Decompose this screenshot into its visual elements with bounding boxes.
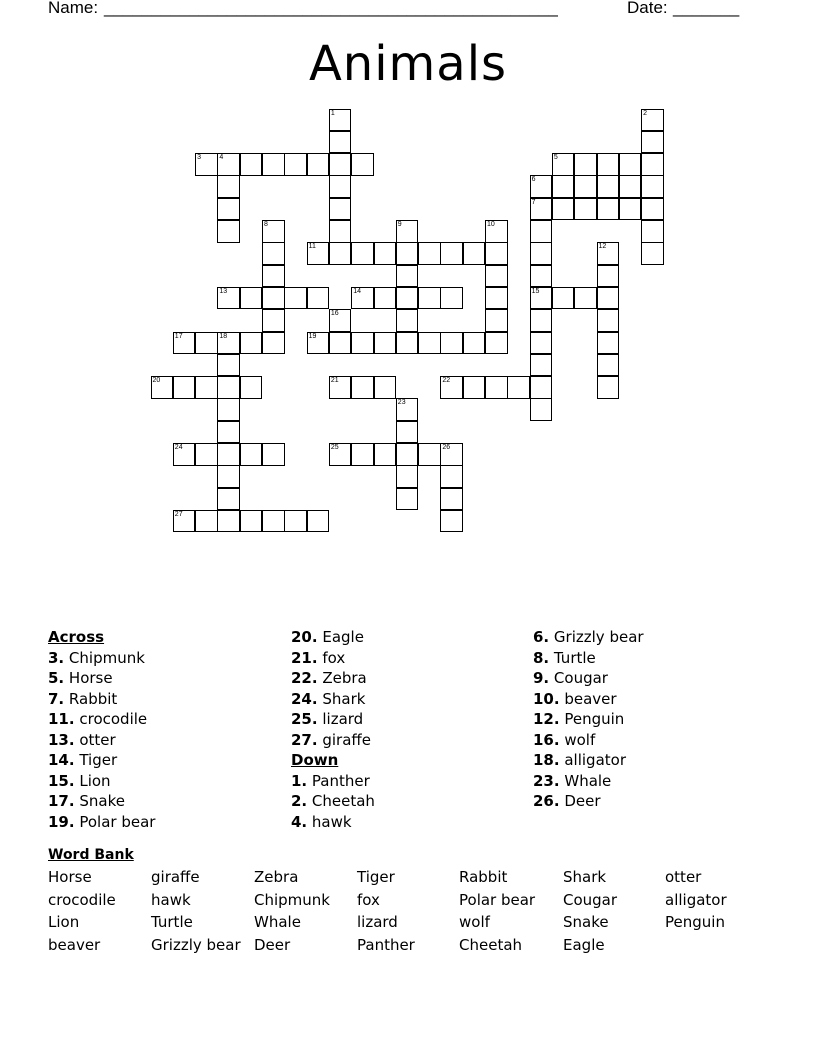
crossword-cell[interactable] xyxy=(329,153,352,176)
crossword-cell[interactable] xyxy=(485,376,508,399)
crossword-cell[interactable] xyxy=(530,354,553,377)
word-bank-title: Word Bank xyxy=(48,847,134,863)
clue-item-text: Zebra xyxy=(322,669,367,687)
crossword-cell[interactable] xyxy=(440,510,463,533)
crossword-cell[interactable] xyxy=(396,287,419,310)
crossword-cell[interactable] xyxy=(329,242,352,265)
clue-item-text: wolf xyxy=(564,730,596,749)
word-bank-item: Chipmunk xyxy=(254,890,330,909)
crossword-cell[interactable] xyxy=(151,376,174,399)
crossword-cell[interactable] xyxy=(217,465,240,488)
word-bank-item: fox xyxy=(357,890,380,909)
clue-column-1 xyxy=(48,627,155,832)
clue-item-number: 24. xyxy=(291,689,318,708)
word-bank-item: Deer xyxy=(254,935,291,954)
clue-item-text: otter xyxy=(79,730,116,749)
crossword-cell[interactable] xyxy=(530,376,553,399)
clue-item xyxy=(533,750,644,771)
crossword-cell[interactable] xyxy=(217,443,240,466)
clue-item-text: beaver xyxy=(564,689,617,708)
clue-item-number: 2. xyxy=(291,792,308,810)
crossword-cell[interactable] xyxy=(485,332,508,355)
clue-item xyxy=(48,648,155,669)
crossword-cell[interactable] xyxy=(262,287,285,310)
word-bank-item: wolf xyxy=(459,913,490,932)
clue-item xyxy=(48,730,155,751)
crossword-cell[interactable] xyxy=(329,131,352,154)
crossword-cell[interactable] xyxy=(195,332,218,355)
crossword-cell[interactable] xyxy=(240,332,263,355)
clue-number: 3 xyxy=(197,154,201,162)
crossword-cell[interactable] xyxy=(217,175,240,198)
clue-item-number: 7. xyxy=(48,689,65,708)
crossword-cell[interactable] xyxy=(597,198,620,221)
crossword-cell[interactable] xyxy=(530,242,553,265)
clue-item-number: 27. xyxy=(291,730,318,749)
clue-item xyxy=(291,791,375,812)
clue-item-number: 25. xyxy=(291,710,318,728)
crossword-cell[interactable] xyxy=(530,287,553,310)
clue-item xyxy=(48,750,155,771)
clue-item xyxy=(291,730,375,751)
crossword-cell[interactable] xyxy=(530,265,553,288)
clue-item-text: Eagle xyxy=(322,628,364,646)
clue-item-text: fox xyxy=(322,648,346,667)
crossword-cell[interactable] xyxy=(396,332,419,355)
crossword-cell[interactable] xyxy=(262,153,285,176)
word-bank-item: otter xyxy=(665,868,702,886)
word-bank-item: hawk xyxy=(151,890,191,909)
crossword-cell[interactable] xyxy=(574,153,597,176)
clue-heading-label: Down xyxy=(291,751,339,769)
crossword-cell[interactable] xyxy=(530,332,553,355)
crossword-cell[interactable] xyxy=(374,376,397,399)
crossword-cell[interactable] xyxy=(284,287,307,310)
clue-number: 12 xyxy=(598,243,607,251)
crossword-cell[interactable] xyxy=(641,131,664,154)
crossword-cell[interactable] xyxy=(463,242,486,265)
crossword-cell[interactable] xyxy=(396,465,419,488)
clue-item-number: 14. xyxy=(48,751,75,769)
crossword-cell[interactable] xyxy=(396,220,419,243)
crossword-cell[interactable] xyxy=(240,153,263,176)
clue-heading-label: Across xyxy=(48,628,105,646)
clue-item xyxy=(48,668,155,689)
crossword-cell[interactable] xyxy=(574,175,597,198)
crossword-cell[interactable] xyxy=(485,309,508,332)
crossword-cell[interactable] xyxy=(530,309,553,332)
crossword-cell[interactable] xyxy=(641,198,664,221)
clue-column-2 xyxy=(291,627,375,832)
crossword-cell[interactable] xyxy=(351,443,374,466)
word-bank-item: Tiger xyxy=(357,868,395,886)
crossword-cell[interactable] xyxy=(463,376,486,399)
clue-number: 20 xyxy=(152,377,161,385)
clue-number: 27 xyxy=(174,510,183,518)
word-bank-item: Lion xyxy=(48,913,80,932)
crossword-cell[interactable] xyxy=(173,332,196,355)
word-bank-item: Zebra xyxy=(254,868,299,886)
crossword-cell[interactable] xyxy=(530,220,553,243)
clue-item xyxy=(533,689,644,710)
crossword-cell[interactable] xyxy=(440,488,463,511)
crossword-cell[interactable] xyxy=(485,242,508,265)
crossword-cell[interactable] xyxy=(418,332,441,355)
crossword-cell[interactable] xyxy=(597,354,620,377)
clue-number: 2 xyxy=(643,109,647,117)
crossword-cell[interactable] xyxy=(396,265,419,288)
clue-item xyxy=(48,689,155,710)
word-bank-item: Whale xyxy=(254,913,301,932)
crossword-cell[interactable] xyxy=(440,287,463,310)
crossword-cell[interactable] xyxy=(641,242,664,265)
crossword-cell[interactable] xyxy=(619,153,642,176)
crossword-cell[interactable] xyxy=(262,220,285,243)
clue-item-number: 21. xyxy=(291,648,318,667)
word-bank-item: beaver xyxy=(48,935,101,954)
crossword-cell[interactable] xyxy=(597,332,620,355)
crossword-cell[interactable] xyxy=(641,175,664,198)
crossword-cell[interactable] xyxy=(374,242,397,265)
date-label: Date: xyxy=(627,0,668,17)
clue-number: 9 xyxy=(397,221,402,228)
clue-number: 8 xyxy=(264,221,268,228)
crossword-cell[interactable] xyxy=(329,198,352,221)
crossword-cell[interactable] xyxy=(195,510,218,533)
clue-item xyxy=(533,709,644,730)
crossword-cell[interactable] xyxy=(552,175,575,198)
clue-item-number: 26. xyxy=(533,792,560,810)
clue-item-text: Lion xyxy=(79,771,111,790)
crossword-cell[interactable] xyxy=(351,376,374,399)
clue-item-number: 17. xyxy=(48,792,75,810)
clue-item xyxy=(533,668,644,689)
crossword-cell[interactable] xyxy=(597,175,620,198)
crossword-cell[interactable] xyxy=(396,398,419,421)
crossword-cell[interactable] xyxy=(217,153,240,176)
crossword-cell[interactable] xyxy=(396,309,419,332)
crossword-cell[interactable] xyxy=(597,265,620,288)
word-bank-item: lizard xyxy=(357,913,398,932)
clue-item-number: 1. xyxy=(291,771,308,790)
clue-item xyxy=(291,648,375,669)
clue-item-number: 15. xyxy=(48,771,75,790)
clue-number: 16 xyxy=(330,310,339,318)
clue-item-number: 13. xyxy=(48,730,75,749)
crossword-cell[interactable] xyxy=(262,443,285,466)
crossword-cell[interactable] xyxy=(173,510,196,533)
crossword-cell[interactable] xyxy=(217,421,240,444)
clue-item-text: Chipmunk xyxy=(68,648,145,667)
crossword-cell[interactable] xyxy=(597,309,620,332)
crossword-cell[interactable] xyxy=(374,443,397,466)
clue-number: 24 xyxy=(174,444,183,451)
clue-item-number: 11. xyxy=(48,710,75,728)
crossword-cell[interactable] xyxy=(440,242,463,265)
clue-heading xyxy=(48,627,155,648)
clue-item xyxy=(48,771,155,792)
crossword-cell[interactable] xyxy=(530,198,553,221)
crossword-cell[interactable] xyxy=(396,443,419,466)
clue-item-number: 4. xyxy=(291,812,308,831)
word-bank-item: Rabbit xyxy=(459,868,508,886)
crossword-cell[interactable] xyxy=(307,242,330,265)
clue-number: 14 xyxy=(353,287,361,295)
page-title: Animals xyxy=(308,36,508,92)
word-bank-item: Snake xyxy=(563,913,609,932)
word-bank-item: Turtle xyxy=(151,913,193,932)
crossword-cell[interactable] xyxy=(329,443,352,466)
clue-item-number: 5. xyxy=(48,669,65,687)
word-bank-item: Eagle xyxy=(563,935,605,954)
clue-item xyxy=(291,668,375,689)
crossword-cell[interactable] xyxy=(307,287,330,310)
clue-heading xyxy=(291,750,375,771)
clue-item xyxy=(291,812,375,833)
clue-item-text: Penguin xyxy=(564,710,625,728)
clue-item-text: giraffe xyxy=(322,730,371,749)
crossword-cell[interactable] xyxy=(485,220,508,243)
crossword-cell[interactable] xyxy=(641,153,664,176)
clue-item-number: 19. xyxy=(48,812,75,831)
clue-item-number: 20. xyxy=(291,628,318,646)
crossword-cell[interactable] xyxy=(217,332,240,355)
crossword-cell[interactable] xyxy=(195,443,218,466)
clue-item xyxy=(291,689,375,710)
word-bank-item: Shark xyxy=(563,868,607,886)
word-bank-item: alligator xyxy=(665,890,727,909)
clue-item-text: hawk xyxy=(311,812,352,831)
word-bank-item: Penguin xyxy=(665,913,725,932)
crossword-cell[interactable] xyxy=(485,265,508,288)
crossword-cell[interactable] xyxy=(195,153,218,176)
clue-item-number: 18. xyxy=(533,751,560,769)
crossword-cell[interactable] xyxy=(396,421,419,444)
clue-item xyxy=(291,627,375,648)
crossword-cell[interactable] xyxy=(574,198,597,221)
crossword-cell[interactable] xyxy=(418,287,441,310)
crossword-cell[interactable] xyxy=(463,332,486,355)
clue-item-number: 9. xyxy=(533,669,550,687)
clue-number: 26 xyxy=(442,444,451,451)
crossword-cell[interactable] xyxy=(217,488,240,511)
crossword-cell[interactable] xyxy=(262,510,285,533)
crossword-cell[interactable] xyxy=(195,376,218,399)
crossword-cell[interactable] xyxy=(597,242,620,265)
crossword-cell[interactable] xyxy=(329,332,352,355)
clue-number: 23 xyxy=(397,399,406,407)
clue-item-text: Cheetah xyxy=(311,792,375,810)
clue-item-text: Horse xyxy=(68,669,113,687)
crossword-cell[interactable] xyxy=(552,198,575,221)
crossword-cell[interactable] xyxy=(173,443,196,466)
crossword-cell[interactable] xyxy=(240,443,263,466)
clue-item-text: Shark xyxy=(322,689,366,708)
crossword-cell[interactable] xyxy=(641,109,664,132)
clue-number: 11 xyxy=(308,243,316,251)
clue-number: 1 xyxy=(330,109,335,117)
crossword-cell[interactable] xyxy=(574,287,597,310)
clue-item xyxy=(533,730,644,751)
crossword-cell[interactable] xyxy=(530,175,553,198)
crossword-cell[interactable] xyxy=(329,220,352,243)
crossword-cell[interactable] xyxy=(284,153,307,176)
clue-item-number: 16. xyxy=(533,730,560,749)
crossword-cell[interactable] xyxy=(440,465,463,488)
crossword-cell[interactable] xyxy=(641,220,664,243)
crossword-cell[interactable] xyxy=(217,398,240,421)
crossword-cell[interactable] xyxy=(396,488,419,511)
word-bank-item: Panther xyxy=(357,935,415,954)
clue-number: 21 xyxy=(330,377,339,385)
clue-number: 15 xyxy=(531,287,540,295)
crossword-cell[interactable] xyxy=(440,376,463,399)
crossword-cell[interactable] xyxy=(217,354,240,377)
clue-item xyxy=(533,627,644,648)
clue-item-text: Snake xyxy=(79,792,125,810)
crossword-cell[interactable] xyxy=(217,198,240,221)
clue-item xyxy=(533,648,644,669)
clue-number: 13 xyxy=(219,287,228,295)
clue-item-number: 8. xyxy=(533,648,550,667)
crossword-cell[interactable] xyxy=(418,443,441,466)
name-label: Name: xyxy=(48,0,99,17)
clue-number: 17 xyxy=(174,332,183,340)
crossword-cell[interactable] xyxy=(351,332,374,355)
crossword-cell[interactable] xyxy=(307,153,330,176)
word-bank-item: crocodile xyxy=(48,890,116,909)
crossword-cell[interactable] xyxy=(597,287,620,310)
clue-item-text: lizard xyxy=(322,710,364,728)
crossword-cell[interactable] xyxy=(619,175,642,198)
clue-item-number: 6. xyxy=(533,628,550,646)
clue-item-text: Tiger xyxy=(79,751,118,769)
clue-item-text: Grizzly bear xyxy=(553,628,644,646)
clue-item-number: 12. xyxy=(533,710,560,728)
crossword-cell[interactable] xyxy=(552,153,575,176)
crossword-cell[interactable] xyxy=(262,309,285,332)
word-bank-item: Cheetah xyxy=(459,935,523,954)
crossword-cell[interactable] xyxy=(485,287,508,310)
clue-item-number: 3. xyxy=(48,648,65,667)
crossword-cell[interactable] xyxy=(329,175,352,198)
clue-item-number: 22. xyxy=(291,669,318,687)
clue-item xyxy=(533,771,644,792)
crossword-cell[interactable] xyxy=(217,220,240,243)
clue-item-number: 23. xyxy=(533,771,560,790)
name-line[interactable]: ________________________________________________ xyxy=(104,0,558,17)
word-bank-item: Grizzly bear xyxy=(151,935,241,954)
clue-item-text: Turtle xyxy=(553,648,596,667)
clue-item xyxy=(291,771,375,792)
crossword-cell[interactable] xyxy=(440,443,463,466)
clue-number: 22 xyxy=(442,377,451,385)
clue-item-text: crocodile xyxy=(79,710,148,728)
crossword-cell[interactable] xyxy=(307,332,330,355)
crossword-cell[interactable] xyxy=(329,376,352,399)
crossword-cell[interactable] xyxy=(597,153,620,176)
crossword-cell[interactable] xyxy=(217,510,240,533)
clue-item-number: 10. xyxy=(533,689,560,708)
crossword-cell[interactable] xyxy=(307,510,330,533)
clue-item-text: Deer xyxy=(564,792,601,810)
clue-column-3 xyxy=(533,627,644,812)
clue-item-text: Rabbit xyxy=(68,689,118,708)
clue-number: 10 xyxy=(487,221,495,228)
crossword-cell[interactable] xyxy=(329,109,352,132)
crossword-cell[interactable] xyxy=(284,510,307,533)
crossword-cell[interactable] xyxy=(240,287,263,310)
clue-item xyxy=(48,709,155,730)
crossword-cell[interactable] xyxy=(240,510,263,533)
crossword-cell[interactable] xyxy=(619,198,642,221)
clue-item xyxy=(48,791,155,812)
crossword-cell[interactable] xyxy=(262,242,285,265)
crossword-cell[interactable] xyxy=(440,332,463,355)
crossword-cell[interactable] xyxy=(351,242,374,265)
clue-number: 19 xyxy=(308,332,317,340)
crossword-cell[interactable] xyxy=(374,332,397,355)
crossword-cell[interactable] xyxy=(374,287,397,310)
crossword-cell[interactable] xyxy=(552,287,575,310)
crossword-cell[interactable] xyxy=(351,287,374,310)
clue-item xyxy=(533,791,644,812)
clue-number: 18 xyxy=(219,332,228,340)
crossword-cell[interactable] xyxy=(217,287,240,310)
clue-item-text: Cougar xyxy=(553,669,608,687)
clue-number: 6 xyxy=(531,176,536,184)
word-bank-item: Horse xyxy=(48,868,92,886)
clue-item-text: Panther xyxy=(311,771,370,790)
date-line[interactable]: _______ xyxy=(673,0,740,17)
crossword-cell[interactable] xyxy=(418,242,441,265)
word-bank-item: giraffe xyxy=(151,868,200,886)
clue-number: 4 xyxy=(219,154,224,162)
clue-item-text: Whale xyxy=(564,771,612,790)
crossword-cell[interactable] xyxy=(329,309,352,332)
crossword-cell[interactable] xyxy=(173,376,196,399)
clue-number: 25 xyxy=(330,444,339,451)
crossword-cell[interactable] xyxy=(597,376,620,399)
crossword-cell[interactable] xyxy=(396,242,419,265)
crossword-cell[interactable] xyxy=(530,398,553,421)
clue-item xyxy=(291,709,375,730)
clue-item xyxy=(48,812,155,833)
clue-number: 5 xyxy=(553,154,558,162)
word-bank-item: Cougar xyxy=(563,890,618,909)
word-bank-item: Polar bear xyxy=(459,890,536,909)
crossword-cell[interactable] xyxy=(351,153,374,176)
crossword-cell[interactable] xyxy=(507,376,530,399)
crossword-cell[interactable] xyxy=(262,332,285,355)
clue-item-text: Polar bear xyxy=(79,812,156,831)
crossword-cell[interactable] xyxy=(240,376,263,399)
crossword-cell[interactable] xyxy=(262,265,285,288)
clue-number: 7 xyxy=(531,198,536,206)
crossword-cell[interactable] xyxy=(217,376,240,399)
clue-item-text: alligator xyxy=(564,751,626,769)
